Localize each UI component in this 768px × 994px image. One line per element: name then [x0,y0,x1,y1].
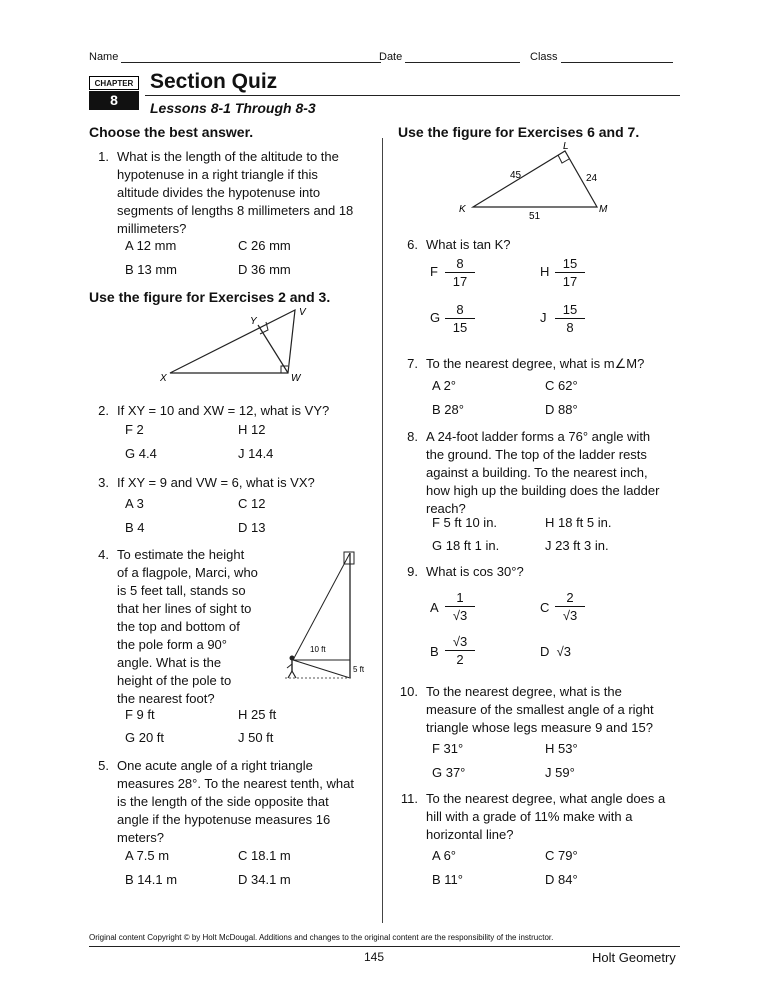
q6-option-j[interactable]: J [540,310,547,325]
question-3: 3. If XY = 9 and VW = 6, what is VX? [98,475,315,490]
q2-option-j[interactable]: J 14.4 [238,446,274,461]
q4-option-h[interactable]: H 25 ft [238,707,277,722]
q8-option-f[interactable]: F 5 ft 10 in. [432,515,498,530]
chapter-label: CHAPTER [89,76,139,90]
q7-option-b[interactable]: B 28° [432,402,464,417]
chapter-number: 8 [89,91,139,110]
q3-option-b[interactable]: B 4 [125,520,145,535]
instruction-heading: Choose the best answer. [89,124,254,140]
q1-option-d[interactable]: D 36 mm [238,262,291,277]
page-number: 145 [364,950,385,964]
q7-option-a[interactable]: A 2° [432,378,456,393]
q2-option-f[interactable]: F 2 [125,422,144,437]
label-y: Y [250,316,257,327]
q6-f-fraction: $\frac{8}{17}$ [445,256,475,289]
q9-option-c[interactable]: C [540,600,550,615]
q5-option-c[interactable]: C 18.1 m [238,848,291,863]
figure-6-7-heading: Use the figure for Exercises 6 and 7. [398,124,640,140]
triangle-xvw-figure [160,305,320,385]
label-51: 51 [529,211,541,222]
page-title: Section Quiz [150,70,278,93]
question-4: 4. To estimate the height of a flagpole, Marci, who is 5 feet tall, stands so that her lines of sight to the top and bottom of the pole form a 90° angle. What is the height of the pole to the nearest foot? [98,547,258,706]
q10-option-g[interactable]: G 37° [432,765,466,780]
q11-option-a[interactable]: A 6° [432,848,456,863]
figure-2-3-heading: Use the figure for Exercises 2 and 3. [89,289,331,305]
book-title: Holt Geometry [592,950,676,965]
triangle-klm-figure [455,138,620,223]
q6-option-f[interactable]: F [430,264,438,279]
copyright-note: Original content Copyright © by Holt McDougal. Additions and changes to the original content are the responsibility of the instructor. [89,933,554,942]
label-10ft: 10 ft [310,645,326,654]
q6-option-g[interactable]: G [430,310,441,325]
q5-option-d[interactable]: D 34.1 m [238,872,291,887]
title-rule [145,95,680,96]
q11-option-d[interactable]: D 84° [545,872,578,887]
q4-option-g[interactable]: G 20 ft [125,730,165,745]
label-w: W [291,373,301,384]
question-1: 1. What is the length of the altitude to the hypotenuse in a right triangle if this altitude divides the hypotenuse into segments of lengths 8 millimeters and 18 millimeters? [98,149,354,236]
q1-option-c[interactable]: C 26 mm [238,238,291,253]
label-5ft: 5 ft [353,665,365,674]
q3-option-d[interactable]: D 13 [238,520,266,535]
q7-option-d[interactable]: D 88° [545,402,578,417]
q6-option-h[interactable]: H [540,264,550,279]
q8-option-h[interactable]: H 18 ft 5 in. [545,515,612,530]
label-m: M [599,204,608,215]
question-6: 6. What is tan K? [407,237,511,252]
q3-option-c[interactable]: C 12 [238,496,266,511]
q3-option-a[interactable]: A 3 [125,496,144,511]
chapter-badge [89,76,139,110]
q11-option-b[interactable]: B 11° [432,872,463,887]
q1-option-a[interactable]: A 12 mm [125,238,177,253]
question-5: 5. One acute angle of a right triangle measures 28°. To the nearest tenth, what is the length of the side opposite that angle if the hypotenuse measures 16 meters? [98,758,354,845]
q1-option-b[interactable]: B 13 mm [125,262,178,277]
q6-j-fraction: $\frac{15}{8}$ [555,302,585,335]
name-field[interactable]: Name [89,51,381,63]
q9-option-d[interactable]: D √3 [540,644,571,659]
date-field[interactable]: Date [379,51,520,63]
q9-c-fraction: $\frac{2}{√3}$ [555,590,585,623]
footer-rule [89,946,680,947]
label-45: 45 [510,170,522,181]
q4-option-j[interactable]: J 50 ft [238,730,274,745]
q5-option-a[interactable]: A 7.5 m [125,848,170,863]
question-8: 8. A 24-foot ladder forms a 76° angle with the ground. The top of the ladder rests against a building. To the nearest inch, how high up the building does the ladder reach? [407,429,660,516]
label-l: L [563,141,569,152]
q10-option-h[interactable]: H 53° [545,741,578,756]
q10-option-j[interactable]: J 59° [545,765,575,780]
q10-option-f[interactable]: F 31° [432,741,464,756]
q11-option-c[interactable]: C 79° [545,848,578,863]
page-subtitle: Lessons 8-1 Through 8-3 [150,100,316,116]
q6-h-fraction: $\frac{15}{17}$ [555,256,585,289]
q9-a-fraction: $\frac{1}{√3}$ [445,590,475,623]
q7-option-c[interactable]: C 62° [545,378,578,393]
flagpole-figure [280,548,375,683]
q2-option-g[interactable]: G 4.4 [125,446,157,461]
q9-option-b[interactable]: B [430,644,439,659]
class-field[interactable]: Class [530,51,673,63]
question-10: 10. To the nearest degree, what is the measure of the smallest angle of a right triangle whose legs measure 9 and 15? [399,684,654,735]
q2-option-h[interactable]: H 12 [238,422,266,437]
question-9: 9. What is cos 30°? [407,564,524,579]
question-11: 11. To the nearest degree, what angle does a hill with a grade of 11% make with a horizontal line? [400,791,666,842]
label-k: K [459,204,466,215]
q6-g-fraction: $\frac{8}{15}$ [445,302,475,335]
q9-b-fraction: $\frac{√3}{2}$ [445,634,475,667]
question-7: 7. To the nearest degree, what is m∠M? [407,356,645,371]
q8-option-g[interactable]: G 18 ft 1 in. [432,538,500,553]
column-divider [382,138,383,923]
q4-option-f[interactable]: F 9 ft [125,707,155,722]
question-2: 2. If XY = 10 and XW = 12, what is VY? [98,403,330,418]
label-24: 24 [586,173,598,184]
q9-option-a[interactable]: A [430,600,439,615]
q8-option-j[interactable]: J 23 ft 3 in. [545,538,609,553]
label-v: V [299,307,306,318]
label-x: X [160,373,167,384]
q5-option-b[interactable]: B 14.1 m [125,872,178,887]
